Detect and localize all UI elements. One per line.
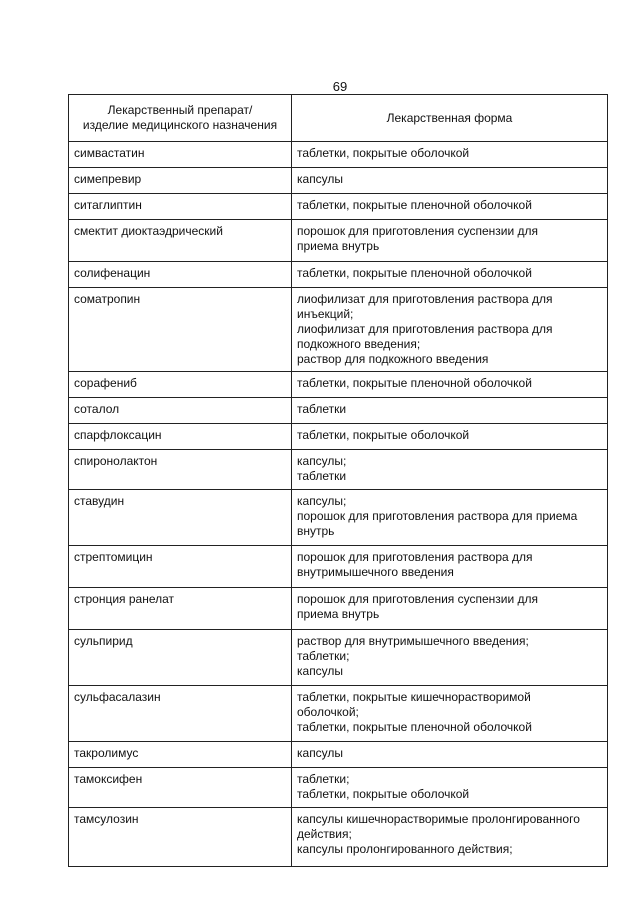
drug-name-cell bbox=[69, 168, 292, 194]
dosage-form-line: таблетки, покрытые пленочной оболочкой bbox=[297, 376, 532, 390]
drug-name-cell bbox=[69, 194, 292, 220]
drug-name-cell bbox=[69, 450, 292, 490]
dosage-form-line: оболочкой; bbox=[297, 705, 359, 719]
drug-name-cell bbox=[69, 220, 292, 262]
drug-name: симепревир bbox=[74, 172, 142, 186]
dosage-form-cell bbox=[292, 288, 608, 372]
drug-name-cell bbox=[69, 768, 292, 808]
table-row bbox=[69, 288, 608, 372]
table-body bbox=[69, 142, 608, 867]
drug-name-cell bbox=[69, 546, 292, 588]
drug-name: тамоксифен bbox=[74, 772, 143, 786]
dosage-form-line: раствор для подкожного введения bbox=[297, 352, 489, 366]
table-row bbox=[69, 490, 608, 546]
drug-name: такролимус bbox=[74, 746, 139, 760]
dosage-form-line: таблетки, покрытые оболочкой bbox=[297, 428, 470, 442]
dosage-form-line: инъекций; bbox=[297, 307, 354, 321]
header-form bbox=[292, 95, 608, 142]
table-row bbox=[69, 168, 608, 194]
drug-name: соматропин bbox=[74, 292, 141, 306]
dosage-form-line: таблетки, покрытые пленочной оболочкой bbox=[297, 720, 532, 734]
drug-name: тамсулозин bbox=[74, 812, 139, 826]
dosage-form-cell bbox=[292, 220, 608, 262]
dosage-form-line: таблетки; bbox=[297, 649, 350, 663]
dosage-form-cell bbox=[292, 546, 608, 588]
drug-name: смектит диоктаэдрический bbox=[74, 224, 223, 238]
table-row bbox=[69, 194, 608, 220]
dosage-form-line: таблетки, покрытые пленочной оболочкой bbox=[297, 198, 532, 212]
drug-name-cell bbox=[69, 630, 292, 686]
dosage-form-line: действия; bbox=[297, 827, 352, 841]
dosage-form-cell bbox=[292, 742, 608, 768]
table-row bbox=[69, 424, 608, 450]
table-row bbox=[69, 398, 608, 424]
drug-name: спарфлоксацин bbox=[74, 428, 162, 442]
drug-name: сульпирид bbox=[74, 634, 133, 648]
drug-name: сорафениб bbox=[74, 376, 137, 390]
dosage-form-line: капсулы пролонгированного действия; bbox=[297, 842, 513, 856]
dosage-form-cell bbox=[292, 630, 608, 686]
drug-name-cell bbox=[69, 686, 292, 742]
drug-name: сульфасалазин bbox=[74, 690, 161, 704]
header-drug bbox=[69, 95, 292, 142]
table-row bbox=[69, 742, 608, 768]
dosage-form-line: таблетки, покрытые оболочкой bbox=[297, 146, 470, 160]
drug-name-cell bbox=[69, 742, 292, 768]
header-drug-line: Лекарственный препарат/ bbox=[107, 103, 253, 117]
dosage-form-line: лиофилизат для приготовления раствора для bbox=[297, 322, 553, 336]
drug-name-cell bbox=[69, 808, 292, 867]
drug-name-cell bbox=[69, 424, 292, 450]
dosage-form-line: внутримышечного введения bbox=[297, 565, 454, 579]
dosage-form-line: таблетки, покрытые оболочкой bbox=[297, 787, 470, 801]
dosage-form-line: капсулы bbox=[297, 664, 344, 678]
table-row bbox=[69, 686, 608, 742]
drug-name: симвастатин bbox=[74, 146, 145, 160]
dosage-form-line: лиофилизат для приготовления раствора для bbox=[297, 292, 553, 306]
dosage-form-cell bbox=[292, 398, 608, 424]
drug-name-cell bbox=[69, 262, 292, 288]
dosage-form-line: приема внутрь bbox=[297, 239, 380, 253]
dosage-form-line: приема внутрь bbox=[297, 607, 380, 621]
dosage-form-line: порошок для приготовления суспензии для bbox=[297, 224, 539, 238]
dosage-form-line: таблетки bbox=[297, 469, 347, 483]
page-number: 69 bbox=[332, 79, 348, 94]
drug-name-cell bbox=[69, 588, 292, 630]
dosage-form-cell bbox=[292, 490, 608, 546]
dosage-form-line: раствор для внутримышечного введения; bbox=[297, 634, 529, 648]
dosage-form-line: внутрь bbox=[297, 524, 335, 538]
dosage-form-line: таблетки, покрытые пленочной оболочкой bbox=[297, 266, 532, 280]
dosage-form-line: капсулы; bbox=[297, 454, 347, 468]
drug-name: спиронолактон bbox=[74, 454, 158, 468]
dosage-form-line: таблетки; bbox=[297, 772, 350, 786]
dosage-form-line: таблетки, покрытые кишечнорастворимой bbox=[297, 690, 531, 704]
dosage-form-line: порошок для приготовления раствора для приема bbox=[297, 509, 578, 523]
dosage-form-line: капсулы bbox=[297, 172, 344, 186]
dosage-form-line: капсулы bbox=[297, 746, 344, 760]
drug-name: соталол bbox=[74, 402, 120, 416]
dosage-form-line: таблетки bbox=[297, 402, 347, 416]
dosage-form-cell bbox=[292, 262, 608, 288]
table-row bbox=[69, 262, 608, 288]
table-header-row bbox=[69, 95, 608, 142]
table-row bbox=[69, 220, 608, 262]
table-row bbox=[69, 372, 608, 398]
dosage-form-cell bbox=[292, 142, 608, 168]
dosage-form-line: порошок для приготовления раствора для bbox=[297, 550, 533, 564]
drug-name: стрептомицин bbox=[74, 550, 153, 564]
drug-name: солифенацин bbox=[74, 266, 151, 280]
table-row bbox=[69, 450, 608, 490]
table-row bbox=[69, 142, 608, 168]
dosage-form-cell bbox=[292, 588, 608, 630]
dosage-form-line: капсулы кишечнорастворимые пролонгированного bbox=[297, 812, 580, 826]
dosage-form-cell bbox=[292, 424, 608, 450]
drug-table bbox=[68, 94, 608, 867]
drug-name: ставудин bbox=[74, 494, 125, 508]
dosage-form-line: порошок для приготовления суспензии для bbox=[297, 592, 539, 606]
table-row bbox=[69, 588, 608, 630]
drug-name-cell bbox=[69, 398, 292, 424]
table-row bbox=[69, 808, 608, 867]
header-drug-line: изделие медицинского назначения bbox=[82, 118, 278, 132]
drug-name-cell bbox=[69, 142, 292, 168]
dosage-form-cell bbox=[292, 450, 608, 490]
header-form-line: Лекарственная форма bbox=[386, 110, 513, 125]
drug-name-cell bbox=[69, 372, 292, 398]
drug-name: ситаглиптин bbox=[74, 198, 142, 212]
dosage-form-cell bbox=[292, 194, 608, 220]
table-row bbox=[69, 768, 608, 808]
dosage-form-cell bbox=[292, 768, 608, 808]
drug-name-cell bbox=[69, 490, 292, 546]
dosage-form-line: подкожного введения; bbox=[297, 337, 421, 351]
dosage-form-cell bbox=[292, 372, 608, 398]
drug-name: стронция ранелат bbox=[74, 592, 175, 606]
dosage-form-cell bbox=[292, 168, 608, 194]
table-row bbox=[69, 630, 608, 686]
table-row bbox=[69, 546, 608, 588]
dosage-form-cell bbox=[292, 686, 608, 742]
drug-name-cell bbox=[69, 288, 292, 372]
dosage-form-line: капсулы; bbox=[297, 494, 347, 508]
dosage-form-cell bbox=[292, 808, 608, 867]
